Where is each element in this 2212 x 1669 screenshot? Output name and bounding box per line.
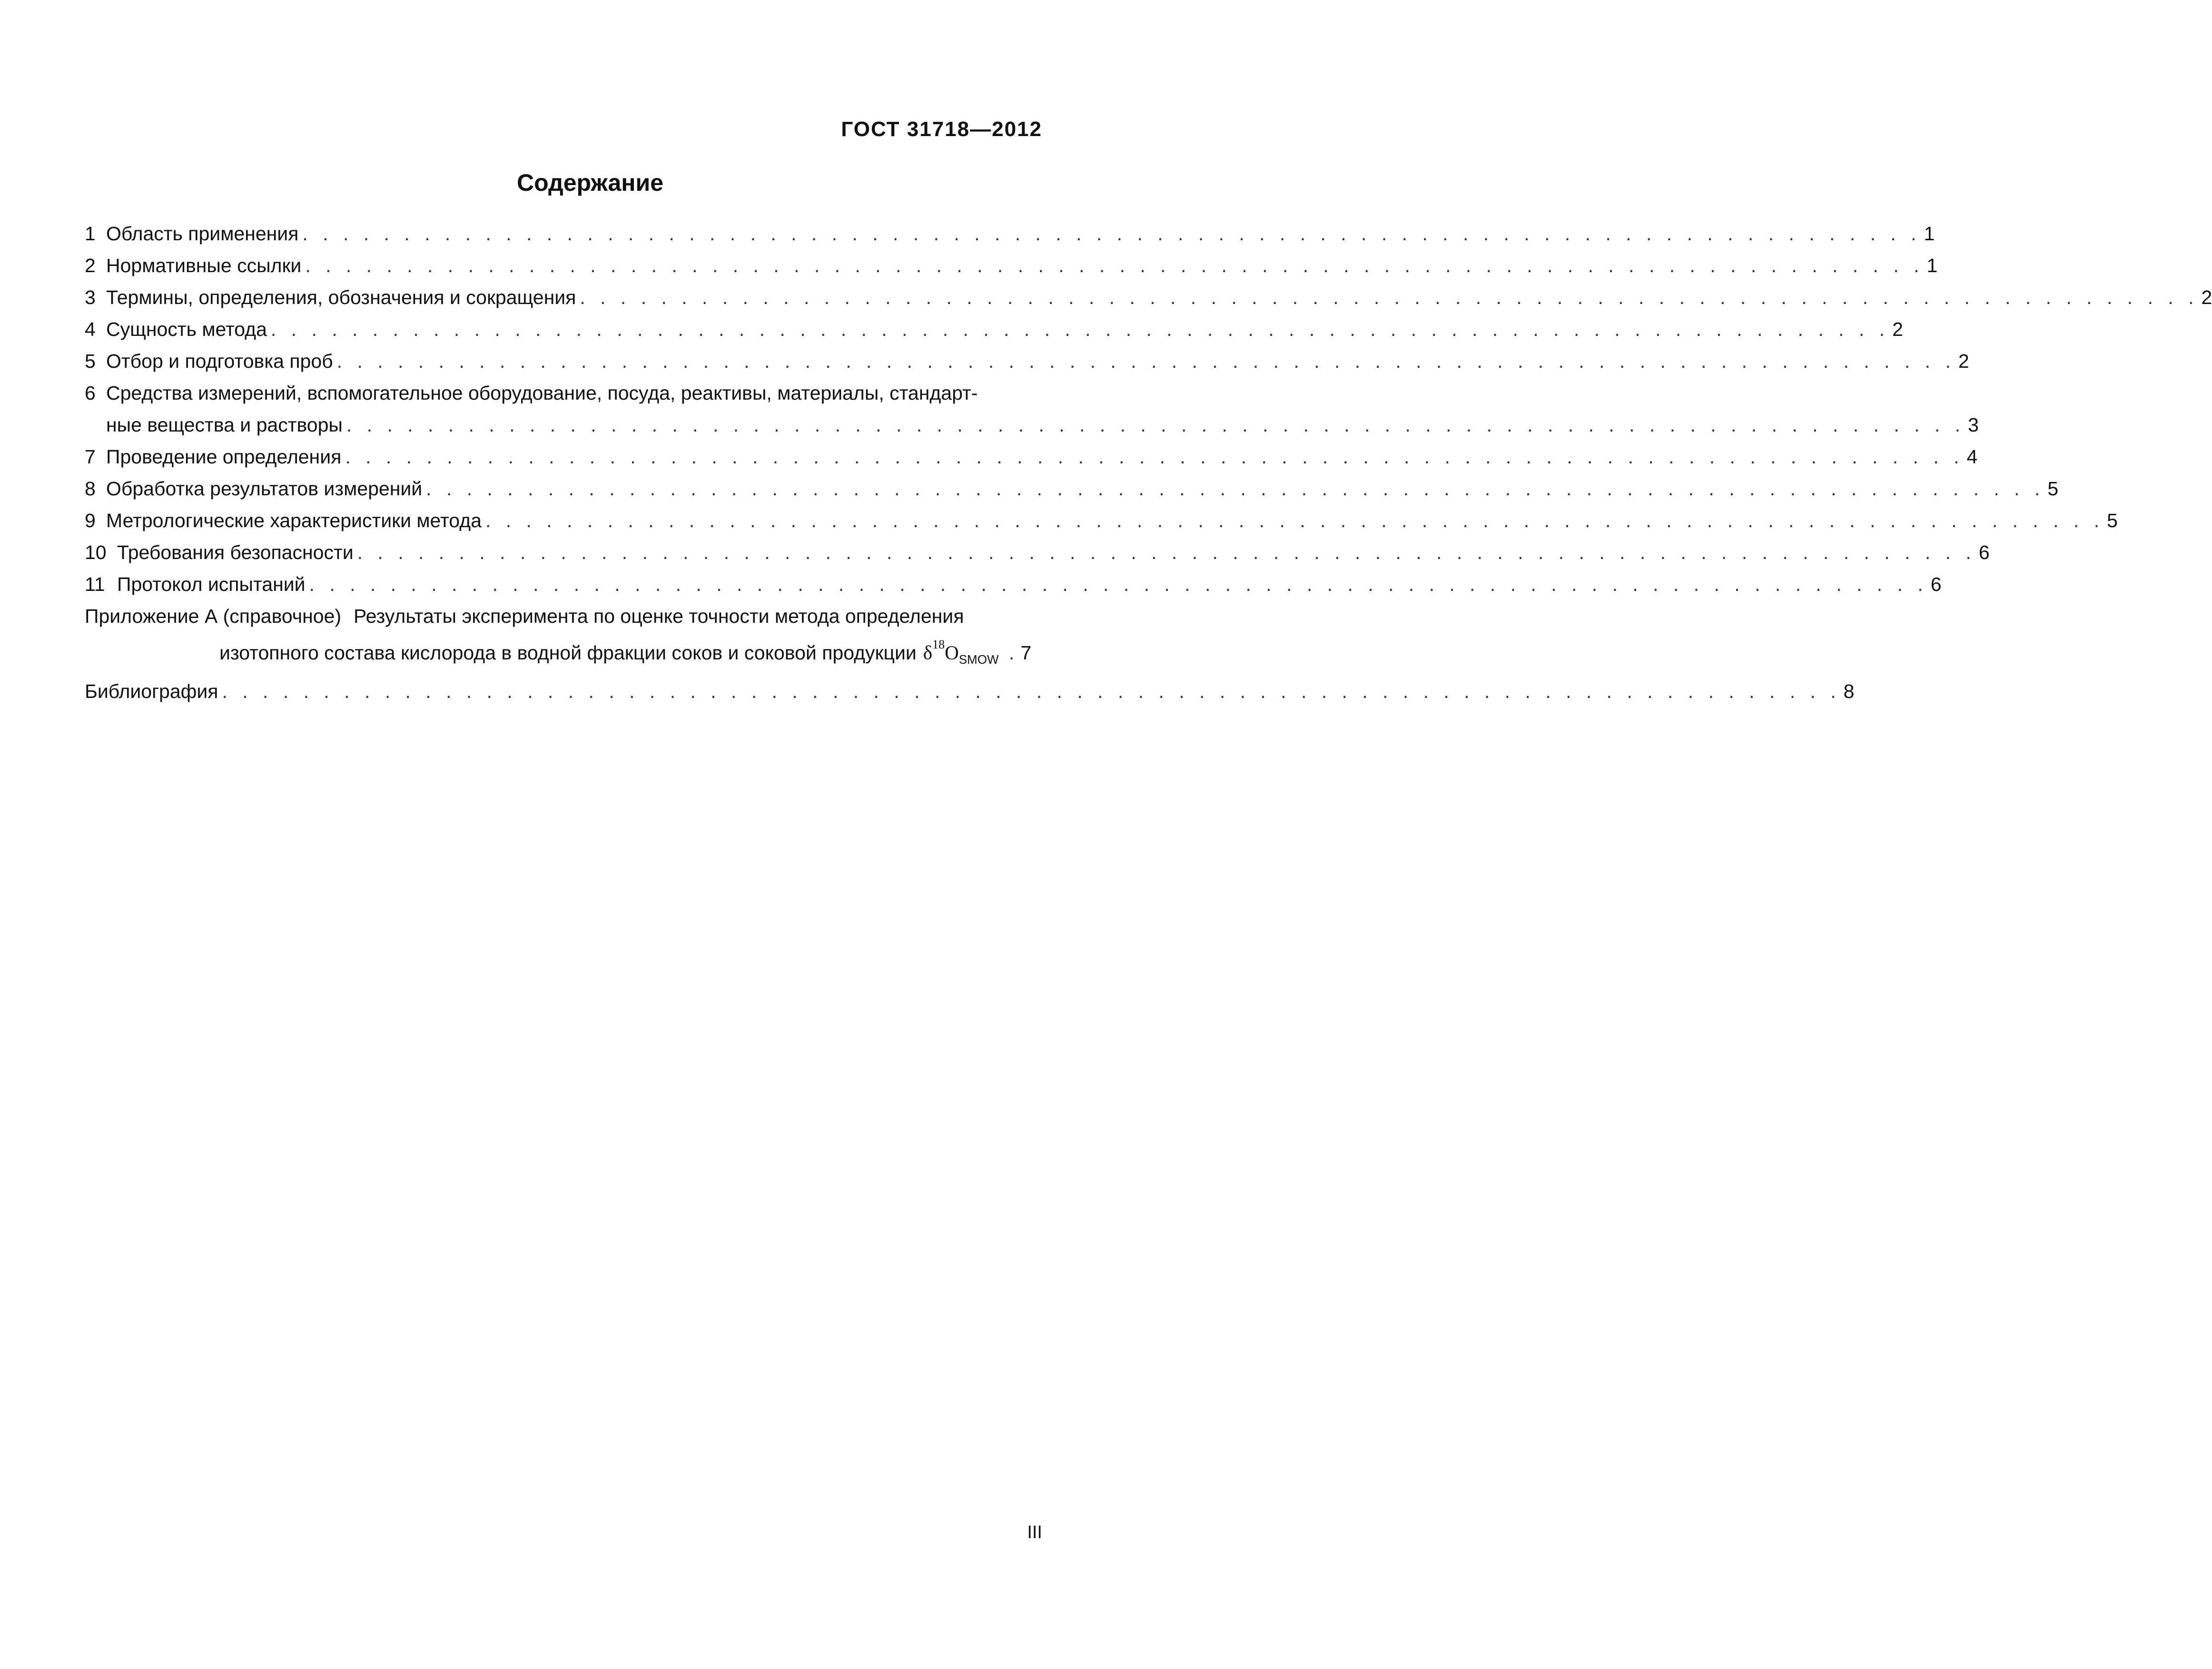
- toc-entry-label: Термины, определения, обозначения и сокращения: [106, 286, 576, 308]
- dot-leader: . . . . . . . . . . . . . . . . . . . . . . . . . . . . . . . . . . . . . . . . . . . . . . . . . . . . . . . . . . . . . . . . . . . . . . . . . . . . . . . .: [336, 350, 1955, 372]
- toc-entry-number: 5: [85, 350, 96, 372]
- toc-entry-8[interactable]: [85, 473, 2059, 505]
- toc-entry-page: 8: [1843, 680, 1855, 702]
- toc-entry-7[interactable]: [85, 441, 1978, 473]
- toc-entry-number: 1: [85, 223, 96, 245]
- appendix-prefix: Приложение А (справочное): [85, 605, 342, 627]
- toc-entry-page: 5: [2047, 478, 2059, 500]
- dot-leader: . . . . . . . . . . . . . . . . . . . . . . . . . . . . . . . . . . . . . . . . . . . . . . . . . . . . . . . . . . . . . . . . . . . . . . . . . . . . . . . .: [305, 255, 1924, 276]
- dot-leader: . . . . . . . . . . . . . . . . . . . . . . . . . . . . . . . . . . . . . . . . . . . . . . . . . . . . . . . . . . . . . . . . . . . . . . . . . . . . . . . .: [357, 541, 1976, 563]
- toc-entry-page: 3: [1968, 414, 1979, 436]
- toc-entry-number: 9: [85, 510, 96, 531]
- formula-subscript: SMOW: [958, 652, 999, 667]
- toc-entry-5[interactable]: [85, 345, 1969, 377]
- toc-entry-label: Область применения: [106, 223, 299, 245]
- dot-leader: . . . . . . . . . . . . . . . . . . . . . . . . . . . . . . . . . . . . . . . . . . . . . . . . . . . . . . . . . . . . . . . . . . . . . . . . . . . . . . . .: [222, 680, 1841, 702]
- toc-entry-number: 11: [85, 573, 105, 595]
- toc-entry-label: Требования безопасности: [117, 541, 354, 563]
- toc-entry-label: Результаты эксперимента по оценке точности метода определения: [354, 605, 964, 627]
- toc-entry-number: 10: [85, 541, 107, 563]
- dot-leader: . . . . . . . . . . . . . . . . . . . . . . . . . . . . . . . . . . . . . . . . . . . . . . . . . . . . . . . . . . . . . . . . . . . . . . . . . . . . . . . .: [346, 414, 1965, 436]
- toc-entry-11[interactable]: [85, 569, 1942, 600]
- toc-entry-2[interactable]: [85, 250, 1938, 282]
- dot-leader: . . . . . . . . . . . . . . . . . . . . . . . . . . . . . . . . . . . . . . . . . . . . . . . . . . . . . . . . . . . . . . . . . . . . . . . . . . . . . . . .: [345, 446, 1964, 468]
- toc-entry-number: 3: [85, 286, 96, 308]
- formula-o: O: [945, 641, 959, 664]
- toc-entry-6[interactable]: [85, 377, 1979, 441]
- toc-entry-page: 2: [1958, 350, 1969, 372]
- dot-leader: . . . . . . . . . . . . . . . . . . . . . . . . . . . . . . . . . . . . . . . . . . . . . . . . . . . . . . . . . . . . . . . . . . . . . . . . . . . . . . . .: [426, 478, 2045, 500]
- toc-entry-3[interactable]: [85, 282, 2212, 314]
- toc-entry-page: 2: [2201, 286, 2212, 308]
- toc-entry-number: 7: [85, 446, 96, 468]
- toc-entry-label: Проведение определения: [106, 446, 342, 468]
- dot-leader: . . . . . . . . . . . . . . . . . . . . . . . . . . . . . . . . . . . . . . . . . . . . . . . . . . . . . . . . . . . . . . . . . . . . . . . . . . . . . . . .: [302, 223, 1921, 245]
- dot-leader: . . . . . . . . . . . . . . . . . . . . . . . . . . . . . . . . . . . . . . . . . . . . . . . . . . . . . . . . . . . . . . . . . . . . . . . . . . . . . . . .: [270, 318, 1890, 340]
- toc-entry-label-continuation: ные вещества и растворы: [106, 414, 343, 436]
- toc-entry-label: Сущность метода: [106, 318, 267, 340]
- dot-leader: . . . . . . . . . . . . . . . . . . . . . . . . . . . . . . . . . . . . . . . . . . . . . . . . . . . . . . . . . . . . . . . . . . . . . . . . . . . . . . . .: [309, 573, 1928, 595]
- toc-entry-page: 2: [1892, 318, 1903, 340]
- toc-entry-page: 7: [1020, 641, 1032, 664]
- toc-entry-page: 4: [1966, 446, 1978, 468]
- dot-leader: .: [998, 641, 1019, 664]
- dot-leader: . . . . . . . . . . . . . . . . . . . . . . . . . . . . . . . . . . . . . . . . . . . . . . . . . . . . . . . . . . . . . . . . . . . . . . . . . . . . . . . .: [485, 510, 2104, 531]
- toc-entry-label: Протокол испытаний: [117, 573, 306, 595]
- toc-entry-label: Средства измерений, вспомогательное оборудование, посуда, реактивы, материалы, стандарт-: [106, 382, 978, 404]
- toc-entry-page: 6: [1930, 573, 1942, 595]
- formula-delta: δ: [923, 641, 933, 664]
- toc-entry-appendix-a[interactable]: [85, 600, 1042, 676]
- toc-entry-label: Библиография: [85, 680, 218, 702]
- toc-entry-1[interactable]: [85, 218, 1935, 250]
- dot-leader: . . . . . . . . . . . . . . . . . . . . . . . . . . . . . . . . . . . . . . . . . . . . . . . . . . . . . . . . . . . . . . . . . . . . . . . . . . . . . . . .: [580, 286, 2199, 308]
- toc-entry-page: 6: [1978, 541, 1990, 563]
- toc-entry-label: Обработка результатов измерений: [106, 478, 423, 500]
- toc-entry-page: 1: [1926, 255, 1938, 276]
- toc-entry-10[interactable]: [85, 537, 1990, 569]
- toc-entry-page: 5: [2107, 510, 2118, 531]
- toc-entry-label: Метрологические характеристики метода: [106, 510, 482, 531]
- delta-o18-formula: [923, 632, 999, 676]
- toc-entry-label-continuation: изотопного состава кислорода в водной фракции соков и соковой продукции: [219, 641, 917, 664]
- toc-title: Содержание: [516, 169, 664, 196]
- toc-entry-number: 4: [85, 318, 96, 340]
- toc-entry-label: Отбор и подготовка проб: [106, 350, 333, 372]
- toc-entry-number: 6: [85, 382, 96, 404]
- toc-entry-page: 1: [1924, 223, 1935, 245]
- table-of-contents: [85, 218, 2212, 707]
- toc-entry-label: Нормативные ссылки: [106, 255, 302, 276]
- toc-entry-number: 8: [85, 478, 96, 500]
- formula-superscript: 18: [932, 638, 945, 651]
- toc-entry-bibliography[interactable]: [85, 676, 1855, 707]
- page-number: III: [1027, 1522, 1042, 1542]
- toc-entry-4[interactable]: [85, 314, 1903, 345]
- toc-entry-number: 2: [85, 255, 96, 276]
- document-code: ГОСТ 31718—2012: [841, 118, 1042, 141]
- toc-entry-9[interactable]: [85, 505, 2118, 537]
